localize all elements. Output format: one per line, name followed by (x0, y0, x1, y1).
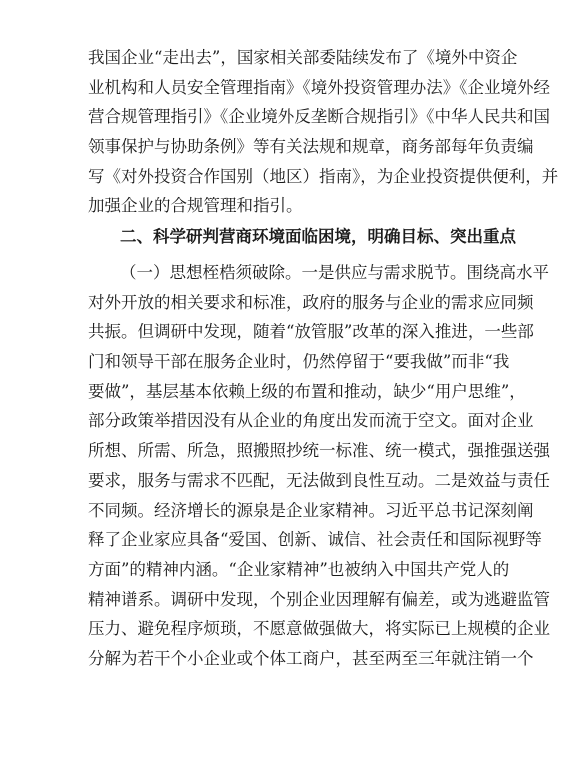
text-line: 业机构和人员安全管理指南》《境外投资管理办法》《企业境外经 (88, 77, 550, 97)
text-line: 我国企业“走出去”，国家相关部委陆续发布了《境外中资企 (88, 48, 518, 67)
text-line: 要求，服务与需求不匹配，无法做到良性互动。二是效益与责任 (88, 470, 550, 490)
text-line: 所想、所需、所急，照搬照抄统一标准、统一模式，强推强送强 (88, 441, 550, 461)
text-line: 共振。但调研中发现，随着“放管服”改革的深入推进，一些部 (88, 322, 534, 342)
section-heading-block (120, 222, 520, 252)
text-line: 对外开放的相关要求和标准，政府的服务与企业的需求应同频 (88, 292, 534, 312)
text-line: 写《对外投资合作国别（地区）指南》，为企业投资提供便利，并 (88, 166, 559, 186)
text-line: 压力、避免程序烦琐，不愿意做强做大，将实际已上规模的企业 (88, 619, 550, 639)
text-line: 释了企业家应具备“爱国、创新、诚信、社会责任和国际视野等 (88, 530, 542, 550)
text-line: 加强企业的合规管理和指引。 (88, 196, 303, 216)
text-line: 部分政策举措因没有从企业的角度出发而流于空文。面对企业 (88, 411, 534, 431)
text-line: 要做”，基层基本依赖上级的布置和推动，缺少“用户思维”， (88, 381, 526, 401)
text-line: 精神谱系。调研中发现，个别企业因理解有偏差，或为逃避监管 (88, 589, 550, 609)
text-line: 营合规管理指引》《企业境外反垄断合规指引》《中华人民共和国 (88, 107, 550, 127)
text-line: 门和领导干部在服务企业时，仍然停留于“要我做”而非“我 (88, 352, 510, 372)
body-paragraph (88, 258, 550, 674)
text-line: 方面”的精神内涵。“企业家精神”也被纳入中国共产党人的 (88, 559, 510, 579)
text-line: 领事保护与协助条例》等有关法规和规章，商务部每年负责编 (88, 137, 534, 157)
text-line: （一）思想桎梏须破除。一是供应与需求脱节。围绕高水平 (120, 263, 549, 282)
intro-paragraph (88, 43, 559, 221)
text-line: 分解为若干个小企业或个体工商户，甚至两至三年就注销一个 (88, 648, 534, 668)
text-line: 不同频。经济增长的源泉是企业家精神。习近平总书记深刻阐 (88, 500, 534, 520)
section-heading: 二、科学研判营商环境面临困境，明确目标、突出重点 (120, 227, 516, 246)
